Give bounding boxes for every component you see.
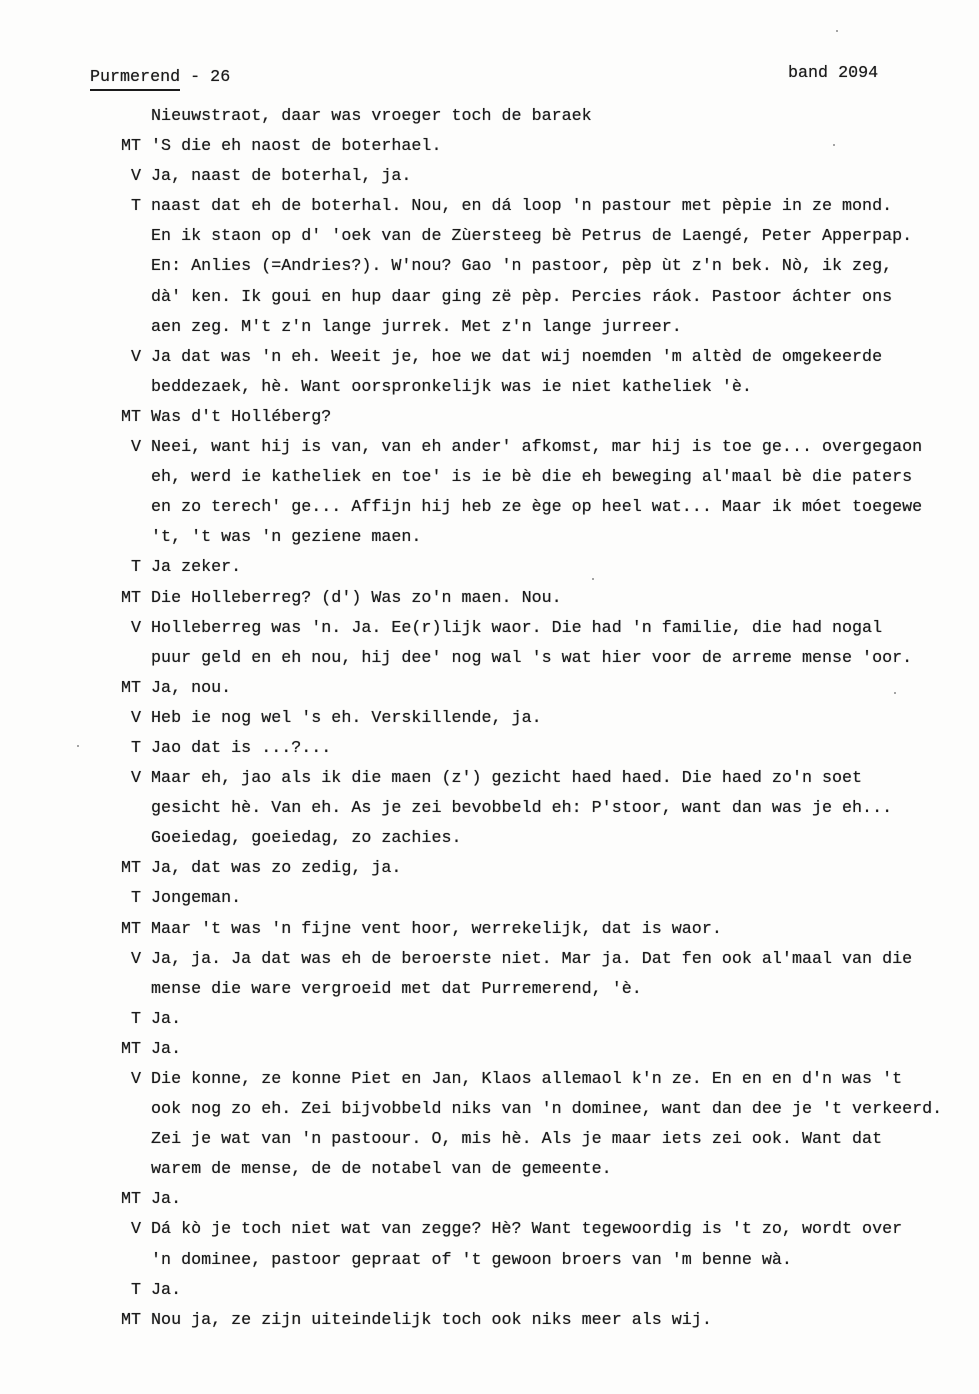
transcript-line: [121, 1035, 942, 1065]
line-text: En ik staon op d' 'oek van de Zùersteeg bè Petrus de Laengé, Peter Apperpap.: [151, 227, 913, 247]
scan-speck: [833, 144, 835, 146]
transcript-body: [121, 102, 942, 1336]
band-label: band 2094: [788, 64, 879, 83]
speaker-label: [121, 1251, 151, 1270]
speaker-label: [121, 799, 151, 818]
transcript-line: [121, 553, 942, 583]
scan-speck: [836, 30, 838, 32]
line-text: Ja.: [151, 1009, 182, 1029]
line-text: Holleberreg was 'n. Ja. Ee(r)lijk waor. Die had 'n familie, die had nogal: [151, 618, 883, 638]
scan-speck: [894, 692, 896, 694]
speaker-label: MT: [121, 1310, 152, 1330]
line-text: gesicht hè. Van eh. As je zei bevobbeld eh: P'stoor, want dan was je eh...: [151, 799, 893, 819]
transcript-line-continuation: [121, 644, 942, 674]
line-text: Ja, ja. Ja dat was eh de beroerste niet. Mar ja. Dat fen ook al'maal van die: [151, 949, 913, 969]
transcript-line-continuation: [121, 1125, 942, 1155]
speaker-label: V: [121, 618, 152, 638]
scan-speck: [77, 745, 79, 747]
speaker-label: MT: [121, 859, 152, 879]
page-header-left: [90, 66, 230, 90]
line-text: aen zeg. M't z'n lange jurrek. Met z'n lange jurreer.: [151, 317, 682, 337]
line-text: Nieuwstraot, daar was vroeger toch de baraek: [151, 107, 592, 126]
line-text: mense die ware vergroeid met dat Purremerend, 'è.: [151, 979, 642, 999]
speaker-label: T: [121, 738, 152, 758]
transcript-line: [121, 132, 942, 162]
line-text: Ja, naast de boterhal, ja.: [151, 167, 412, 187]
speaker-label: [121, 980, 151, 999]
line-text: En: Anlies (=Andries?). W'nou? Gao 'n pastoor, pèp ùt z'n bek. Nò, ik zeg,: [151, 257, 893, 277]
line-text: Jao dat is ...?...: [151, 738, 332, 758]
line-text: Ja dat was 'n eh. Weeit je, hoe we dat wij noemden 'm altèd de omgekeerde: [151, 347, 883, 367]
line-text: Die konne, ze konne Piet en Jan, Klaos allemaol k'n ze. En en en d'n was 't: [151, 1070, 903, 1089]
speaker-label: MT: [121, 1039, 152, 1059]
transcript-line-continuation: [121, 222, 942, 252]
transcript-line: [121, 674, 942, 704]
speaker-label: [121, 1100, 151, 1119]
speaker-label: V: [121, 167, 152, 187]
page-title: Purmerend: [90, 68, 180, 91]
transcript-line-continuation: [121, 523, 942, 553]
line-text: Zei je wat van 'n pastoour. O, mis hè. Als je maar iets zei ook. Want dat: [151, 1130, 883, 1150]
speaker-label: T: [121, 889, 152, 909]
transcript-line-continuation: [121, 283, 942, 313]
transcript-line: [121, 915, 942, 945]
speaker-label: V: [121, 949, 152, 969]
line-text: Dá kò je toch niet wat van zegge? Hè? Want tegewoordig is 't zo, wordt over: [151, 1220, 903, 1240]
speaker-label: MT: [121, 919, 152, 939]
page-number: - 26: [180, 68, 231, 87]
line-text: Ja zeker.: [151, 558, 242, 578]
transcript-line: [121, 854, 942, 884]
line-text: Heb ie nog wel 's eh. Verskillende, ja.: [151, 708, 542, 728]
transcript-line: [121, 584, 942, 614]
speaker-label: [121, 528, 151, 547]
line-text: 'S die eh naost de boterhael.: [151, 137, 442, 157]
transcript-line: [121, 1185, 942, 1215]
line-text: Goeiedag, goeiedag, zo zachies.: [151, 829, 462, 849]
speaker-label: [121, 1160, 151, 1179]
transcript-line: [121, 1065, 942, 1095]
transcript-line: [121, 1215, 942, 1245]
line-text: Ja.: [151, 1190, 182, 1210]
transcript-line: [121, 945, 942, 975]
speaker-label: [121, 829, 151, 848]
speaker-label: [121, 378, 151, 397]
transcript-line-continuation: [121, 1155, 942, 1185]
line-text: naast dat eh de boterhal. Nou, en dá loop 'n pastour met pèpie in ze mond.: [151, 197, 893, 217]
transcript-line-continuation: [121, 252, 942, 282]
speaker-label: [121, 468, 151, 487]
speaker-label: [121, 1130, 151, 1149]
line-text: Maar 't was 'n fijne vent hoor, werrekelijk, dat is waor.: [151, 919, 722, 939]
line-text: Jongeman.: [151, 889, 242, 909]
speaker-label: T: [121, 1280, 152, 1300]
transcript-line-continuation: [121, 975, 942, 1005]
line-text: Nou ja, ze zijn uiteindelijk toch ook niks meer als wij.: [151, 1310, 712, 1330]
speaker-label: [121, 498, 151, 517]
speaker-label: MT: [121, 1190, 152, 1210]
speaker-label: [121, 227, 151, 246]
speaker-label: [121, 107, 151, 126]
transcript-line-continuation: [121, 1246, 942, 1276]
speaker-label: MT: [121, 137, 152, 157]
line-text: 't, 't was 'n geziene maen.: [151, 528, 422, 548]
line-text: Ja, dat was zo zedig, ja.: [151, 859, 402, 879]
speaker-label: [121, 649, 151, 668]
transcript-line: [121, 1276, 942, 1306]
transcript-line-continuation: [121, 493, 942, 523]
transcript-line-continuation: [121, 313, 942, 343]
line-text: Maar eh, jao als ik die maen (z') gezicht haed haed. Die haed zo'n soet: [151, 769, 863, 789]
transcript-line: [121, 1306, 942, 1336]
speaker-label: V: [121, 1220, 152, 1240]
speaker-label: [121, 318, 151, 337]
speaker-label: T: [121, 1009, 152, 1029]
transcript-line: [121, 1005, 942, 1035]
speaker-label: V: [121, 769, 152, 789]
speaker-label: V: [121, 438, 152, 458]
line-text: Ja, nou.: [151, 678, 232, 698]
line-text: dà' ken. Ik goui en hup daar ging zë pèp. Percies ráok. Pastoor áchter ons: [151, 287, 893, 307]
line-text: Neei, want hij is van, van eh ander' afkomst, mar hij is toe ge... overgegaon: [151, 438, 923, 458]
line-text: Ja.: [151, 1039, 182, 1059]
line-text: eh, werd ie katheliek en toe' is ie bè die eh beweging al'maal bè die paters: [151, 468, 913, 488]
speaker-label: T: [121, 197, 152, 217]
scan-speck: [592, 578, 594, 580]
transcript-line-continuation: [121, 373, 942, 403]
line-text: Was d't Holléberg?: [151, 407, 332, 427]
transcript-line-continuation: [121, 1095, 942, 1125]
speaker-label: V: [121, 708, 152, 728]
transcript-line: [121, 734, 942, 764]
transcript-line: [121, 403, 942, 433]
line-text: warem de mense, de de notabel van de gemeente.: [151, 1160, 612, 1180]
line-text: en zo terech' ge... Affijn hij heb ze ège op heel wat... Maar ik móet toegewe: [151, 498, 923, 518]
transcript-line: [121, 192, 942, 222]
speaker-label: MT: [121, 678, 152, 698]
transcript-line-continuation: [121, 824, 942, 854]
transcript-line-continuation: [121, 794, 942, 824]
transcript-line-continuation: [121, 102, 942, 132]
transcript-line: [121, 433, 942, 463]
transcript-line: [121, 614, 942, 644]
speaker-label: T: [121, 558, 152, 578]
transcript-line: [121, 162, 942, 192]
speaker-label: V: [121, 347, 152, 367]
line-text: puur geld en eh nou, hij dee' nog wal 's wat hier voor de arreme mense 'oor.: [151, 648, 913, 668]
line-text: Die Holleberreg? (d') Was zo'n maen. Nou.: [151, 588, 562, 608]
speaker-label: [121, 288, 151, 307]
transcript-line-continuation: [121, 463, 942, 493]
transcript-line: [121, 884, 942, 914]
line-text: ook nog zo eh. Zei bijvobbeld niks van 'n dominee, want dan dee je 't verkeerd.: [151, 1100, 943, 1120]
speaker-label: [121, 257, 151, 276]
speaker-label: MT: [121, 588, 152, 608]
transcript-line: [121, 704, 942, 734]
line-text: beddezaek, hè. Want oorspronkelijk was ie niet katheliek 'è.: [151, 377, 752, 397]
line-text: 'n dominee, pastoor gepraat of 't gewoon broers van 'm benne wà.: [151, 1250, 792, 1270]
transcript-line: [121, 764, 942, 794]
speaker-label: MT: [121, 407, 152, 427]
transcript-line: [121, 343, 942, 373]
line-text: Ja.: [151, 1280, 182, 1300]
speaker-label: V: [121, 1070, 152, 1089]
